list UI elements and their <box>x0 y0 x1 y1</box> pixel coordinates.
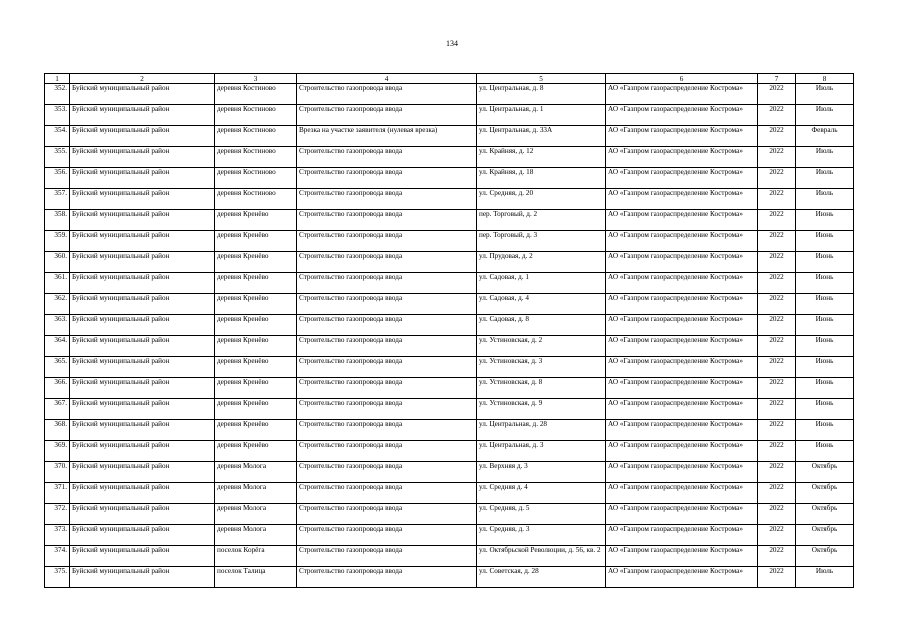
row-number: 373. <box>45 525 70 546</box>
year-cell: 2022 <box>758 315 796 336</box>
column-header: 2 <box>70 74 215 84</box>
year-cell: 2022 <box>758 168 796 189</box>
month-cell: Июль <box>796 189 854 210</box>
row-number: 355. <box>45 147 70 168</box>
row-number: 365. <box>45 357 70 378</box>
locality-cell: деревня Кренёво <box>215 357 297 378</box>
month-cell: Июнь <box>796 378 854 399</box>
month-cell: Июнь <box>796 441 854 462</box>
district-cell: Буйский муниципальный район <box>70 567 215 588</box>
address-cell: ул. Центральная, д. 3 <box>477 441 606 462</box>
row-number: 371. <box>45 483 70 504</box>
table-row <box>45 315 854 336</box>
month-cell: Июль <box>796 147 854 168</box>
district-cell: Буйский муниципальный район <box>70 546 215 567</box>
address-cell: ул. Центральная, д. 28 <box>477 420 606 441</box>
month-cell: Октябрь <box>796 504 854 525</box>
row-number: 370. <box>45 462 70 483</box>
district-cell: Буйский муниципальный район <box>70 210 215 231</box>
district-cell: Буйский муниципальный район <box>70 504 215 525</box>
address-cell: пер. Торговый, д. 2 <box>477 210 606 231</box>
month-cell: Июнь <box>796 336 854 357</box>
table-row <box>45 525 854 546</box>
row-number: 361. <box>45 273 70 294</box>
district-cell: Буйский муниципальный район <box>70 483 215 504</box>
table-row <box>45 84 854 105</box>
district-cell: Буйский муниципальный район <box>70 189 215 210</box>
work-type-cell: Строительство газопровода ввода <box>297 105 477 126</box>
month-cell: Июнь <box>796 231 854 252</box>
year-cell: 2022 <box>758 231 796 252</box>
year-cell: 2022 <box>758 420 796 441</box>
address-cell: ул. Крайняя, д. 12 <box>477 147 606 168</box>
month-cell: Октябрь <box>796 546 854 567</box>
address-cell: ул. Устиновская, д. 8 <box>477 378 606 399</box>
address-cell: ул. Устиновская, д. 9 <box>477 399 606 420</box>
district-cell: Буйский муниципальный район <box>70 441 215 462</box>
row-number: 356. <box>45 168 70 189</box>
district-cell: Буйский муниципальный район <box>70 525 215 546</box>
year-cell: 2022 <box>758 252 796 273</box>
address-cell: ул. Центральная, д. 1 <box>477 105 606 126</box>
district-cell: Буйский муниципальный район <box>70 378 215 399</box>
locality-cell: деревня Костиново <box>215 147 297 168</box>
address-cell: ул. Садовая, д. 8 <box>477 315 606 336</box>
year-cell: 2022 <box>758 399 796 420</box>
organization-cell: АО «Газпром газораспределение Кострома» <box>606 84 758 105</box>
organization-cell: АО «Газпром газораспределение Кострома» <box>606 105 758 126</box>
address-cell: ул. Садовая, д. 1 <box>477 273 606 294</box>
address-cell: ул. Средняя д. 4 <box>477 483 606 504</box>
work-type-cell: Строительство газопровода ввода <box>297 273 477 294</box>
year-cell: 2022 <box>758 189 796 210</box>
organization-cell: АО «Газпром газораспределение Кострома» <box>606 231 758 252</box>
column-header: 4 <box>297 74 477 84</box>
row-number: 359. <box>45 231 70 252</box>
year-cell: 2022 <box>758 483 796 504</box>
row-number: 352. <box>45 84 70 105</box>
month-cell: Июнь <box>796 399 854 420</box>
district-cell: Буйский муниципальный район <box>70 126 215 147</box>
month-cell: Июль <box>796 84 854 105</box>
column-header: 5 <box>477 74 606 84</box>
column-header: 6 <box>606 74 758 84</box>
address-cell: ул. Верхняя д. 3 <box>477 462 606 483</box>
locality-cell: деревня Кренёво <box>215 231 297 252</box>
district-cell: Буйский муниципальный район <box>70 84 215 105</box>
table-row <box>45 189 854 210</box>
work-type-cell: Строительство газопровода ввода <box>297 84 477 105</box>
organization-cell: АО «Газпром газораспределение Кострома» <box>606 294 758 315</box>
row-number: 369. <box>45 441 70 462</box>
locality-cell: деревня Костиново <box>215 105 297 126</box>
organization-cell: АО «Газпром газораспределение Кострома» <box>606 483 758 504</box>
locality-cell: деревня Костиново <box>215 126 297 147</box>
column-header: 1 <box>45 74 70 84</box>
locality-cell: деревня Кренёво <box>215 210 297 231</box>
table-row <box>45 126 854 147</box>
address-cell: ул. Советская, д. 28 <box>477 567 606 588</box>
address-cell: ул. Крайняя, д. 18 <box>477 168 606 189</box>
table-row <box>45 147 854 168</box>
organization-cell: АО «Газпром газораспределение Кострома» <box>606 210 758 231</box>
locality-cell: деревня Кренёво <box>215 252 297 273</box>
month-cell: Октябрь <box>796 462 854 483</box>
locality-cell: деревня Кренёво <box>215 399 297 420</box>
work-type-cell: Строительство газопровода ввода <box>297 336 477 357</box>
address-cell: ул. Центральная, д. 33А <box>477 126 606 147</box>
district-cell: Буйский муниципальный район <box>70 252 215 273</box>
organization-cell: АО «Газпром газораспределение Кострома» <box>606 504 758 525</box>
organization-cell: АО «Газпром газораспределение Кострома» <box>606 462 758 483</box>
row-number: 364. <box>45 336 70 357</box>
gasification-table <box>44 73 854 588</box>
row-number: 363. <box>45 315 70 336</box>
year-cell: 2022 <box>758 567 796 588</box>
year-cell: 2022 <box>758 504 796 525</box>
address-cell: ул. Устиновская, д. 3 <box>477 357 606 378</box>
month-cell: Июль <box>796 567 854 588</box>
work-type-cell: Строительство газопровода ввода <box>297 399 477 420</box>
locality-cell: деревня Кренёво <box>215 420 297 441</box>
organization-cell: АО «Газпром газораспределение Кострома» <box>606 336 758 357</box>
row-number: 374. <box>45 546 70 567</box>
address-cell: ул. Средняя, д. 3 <box>477 525 606 546</box>
district-cell: Буйский муниципальный район <box>70 336 215 357</box>
work-type-cell: Строительство газопровода ввода <box>297 168 477 189</box>
address-cell: ул. Садовая, д. 4 <box>477 294 606 315</box>
table-row <box>45 483 854 504</box>
work-type-cell: Строительство газопровода ввода <box>297 294 477 315</box>
district-cell: Буйский муниципальный район <box>70 105 215 126</box>
organization-cell: АО «Газпром газораспределение Кострома» <box>606 315 758 336</box>
organization-cell: АО «Газпром газораспределение Кострома» <box>606 525 758 546</box>
organization-cell: АО «Газпром газораспределение Кострома» <box>606 126 758 147</box>
district-cell: Буйский муниципальный район <box>70 462 215 483</box>
table-row <box>45 441 854 462</box>
table-row <box>45 546 854 567</box>
organization-cell: АО «Газпром газораспределение Кострома» <box>606 546 758 567</box>
row-number: 375. <box>45 567 70 588</box>
table-row <box>45 567 854 588</box>
year-cell: 2022 <box>758 441 796 462</box>
organization-cell: АО «Газпром газораспределение Кострома» <box>606 147 758 168</box>
locality-cell: деревня Молога <box>215 525 297 546</box>
month-cell: Июнь <box>796 210 854 231</box>
address-cell: ул. Средняя, д. 20 <box>477 189 606 210</box>
locality-cell: поселок Корёга <box>215 546 297 567</box>
row-number: 367. <box>45 399 70 420</box>
district-cell: Буйский муниципальный район <box>70 147 215 168</box>
row-number: 357. <box>45 189 70 210</box>
year-cell: 2022 <box>758 147 796 168</box>
year-cell: 2022 <box>758 336 796 357</box>
table-row <box>45 399 854 420</box>
locality-cell: деревня Кренёво <box>215 294 297 315</box>
work-type-cell: Строительство газопровода ввода <box>297 504 477 525</box>
district-cell: Буйский муниципальный район <box>70 315 215 336</box>
address-cell: ул. Устиновская, д. 2 <box>477 336 606 357</box>
work-type-cell: Строительство газопровода ввода <box>297 567 477 588</box>
row-number: 366. <box>45 378 70 399</box>
row-number: 362. <box>45 294 70 315</box>
year-cell: 2022 <box>758 357 796 378</box>
month-cell: Июль <box>796 168 854 189</box>
organization-cell: АО «Газпром газораспределение Кострома» <box>606 168 758 189</box>
year-cell: 2022 <box>758 546 796 567</box>
year-cell: 2022 <box>758 105 796 126</box>
row-number: 358. <box>45 210 70 231</box>
organization-cell: АО «Газпром газораспределение Кострома» <box>606 420 758 441</box>
district-cell: Буйский муниципальный район <box>70 231 215 252</box>
work-type-cell: Строительство газопровода ввода <box>297 189 477 210</box>
district-cell: Буйский муниципальный район <box>70 420 215 441</box>
locality-cell: деревня Кренёво <box>215 336 297 357</box>
row-number: 354. <box>45 126 70 147</box>
district-cell: Буйский муниципальный район <box>70 294 215 315</box>
column-header: 7 <box>758 74 796 84</box>
work-type-cell: Строительство газопровода ввода <box>297 420 477 441</box>
work-type-cell: Строительство газопровода ввода <box>297 252 477 273</box>
locality-cell: деревня Молога <box>215 483 297 504</box>
year-cell: 2022 <box>758 210 796 231</box>
address-cell: ул. Октябрьской Революции, д. 56, кв. 2 <box>477 546 606 567</box>
locality-cell: деревня Молога <box>215 462 297 483</box>
table-row <box>45 378 854 399</box>
table-row <box>45 336 854 357</box>
year-cell: 2022 <box>758 525 796 546</box>
address-cell: ул. Средняя, д. 5 <box>477 504 606 525</box>
year-cell: 2022 <box>758 462 796 483</box>
row-number: 353. <box>45 105 70 126</box>
district-cell: Буйский муниципальный район <box>70 273 215 294</box>
column-header: 3 <box>215 74 297 84</box>
year-cell: 2022 <box>758 294 796 315</box>
locality-cell: деревня Кренёво <box>215 378 297 399</box>
page-number: 134 <box>446 39 458 48</box>
month-cell: Июнь <box>796 252 854 273</box>
table-row <box>45 252 854 273</box>
work-type-cell: Строительство газопровода ввода <box>297 378 477 399</box>
organization-cell: АО «Газпром газораспределение Кострома» <box>606 441 758 462</box>
work-type-cell: Строительство газопровода ввода <box>297 357 477 378</box>
address-cell: ул. Прудовая, д. 2 <box>477 252 606 273</box>
locality-cell: деревня Молога <box>215 504 297 525</box>
table-row <box>45 210 854 231</box>
work-type-cell: Строительство газопровода ввода <box>297 231 477 252</box>
table-row <box>45 357 854 378</box>
table-row <box>45 294 854 315</box>
address-cell: ул. Центральная, д. 8 <box>477 84 606 105</box>
month-cell: Июнь <box>796 420 854 441</box>
locality-cell: деревня Костиново <box>215 84 297 105</box>
column-number-row <box>45 74 854 84</box>
work-type-cell: Строительство газопровода ввода <box>297 462 477 483</box>
locality-cell: поселок Талица <box>215 567 297 588</box>
organization-cell: АО «Газпром газораспределение Кострома» <box>606 189 758 210</box>
table-row <box>45 168 854 189</box>
year-cell: 2022 <box>758 126 796 147</box>
month-cell: Июнь <box>796 357 854 378</box>
organization-cell: АО «Газпром газораспределение Кострома» <box>606 252 758 273</box>
month-cell: Октябрь <box>796 483 854 504</box>
work-type-cell: Строительство газопровода ввода <box>297 525 477 546</box>
table-row <box>45 105 854 126</box>
year-cell: 2022 <box>758 84 796 105</box>
month-cell: Июнь <box>796 294 854 315</box>
work-type-cell: Строительство газопровода ввода <box>297 483 477 504</box>
table-row <box>45 462 854 483</box>
year-cell: 2022 <box>758 273 796 294</box>
month-cell: Июнь <box>796 273 854 294</box>
year-cell: 2022 <box>758 378 796 399</box>
table-row <box>45 273 854 294</box>
row-number: 360. <box>45 252 70 273</box>
locality-cell: деревня Кренёво <box>215 273 297 294</box>
work-type-cell: Строительство газопровода ввода <box>297 546 477 567</box>
month-cell: Июль <box>796 105 854 126</box>
table-row <box>45 504 854 525</box>
organization-cell: АО «Газпром газораспределение Кострома» <box>606 378 758 399</box>
locality-cell: деревня Кренёво <box>215 315 297 336</box>
month-cell: Октябрь <box>796 525 854 546</box>
month-cell: Февраль <box>796 126 854 147</box>
row-number: 372. <box>45 504 70 525</box>
organization-cell: АО «Газпром газораспределение Кострома» <box>606 357 758 378</box>
district-cell: Буйский муниципальный район <box>70 357 215 378</box>
work-type-cell: Строительство газопровода ввода <box>297 210 477 231</box>
organization-cell: АО «Газпром газораспределение Кострома» <box>606 399 758 420</box>
locality-cell: деревня Костиново <box>215 189 297 210</box>
locality-cell: деревня Кренёво <box>215 441 297 462</box>
organization-cell: АО «Газпром газораспределение Кострома» <box>606 567 758 588</box>
organization-cell: АО «Газпром газораспределение Кострома» <box>606 273 758 294</box>
district-cell: Буйский муниципальный район <box>70 399 215 420</box>
column-header: 8 <box>796 74 854 84</box>
address-cell: пер. Торговый, д. 3 <box>477 231 606 252</box>
table-row <box>45 420 854 441</box>
locality-cell: деревня Костиново <box>215 168 297 189</box>
work-type-cell: Строительство газопровода ввода <box>297 441 477 462</box>
work-type-cell: Строительство газопровода ввода <box>297 147 477 168</box>
district-cell: Буйский муниципальный район <box>70 168 215 189</box>
table-row <box>45 231 854 252</box>
work-type-cell: Врезка на участке заявителя (нулевая врезка) <box>297 126 477 147</box>
work-type-cell: Строительство газопровода ввода <box>297 315 477 336</box>
row-number: 368. <box>45 420 70 441</box>
month-cell: Июнь <box>796 315 854 336</box>
